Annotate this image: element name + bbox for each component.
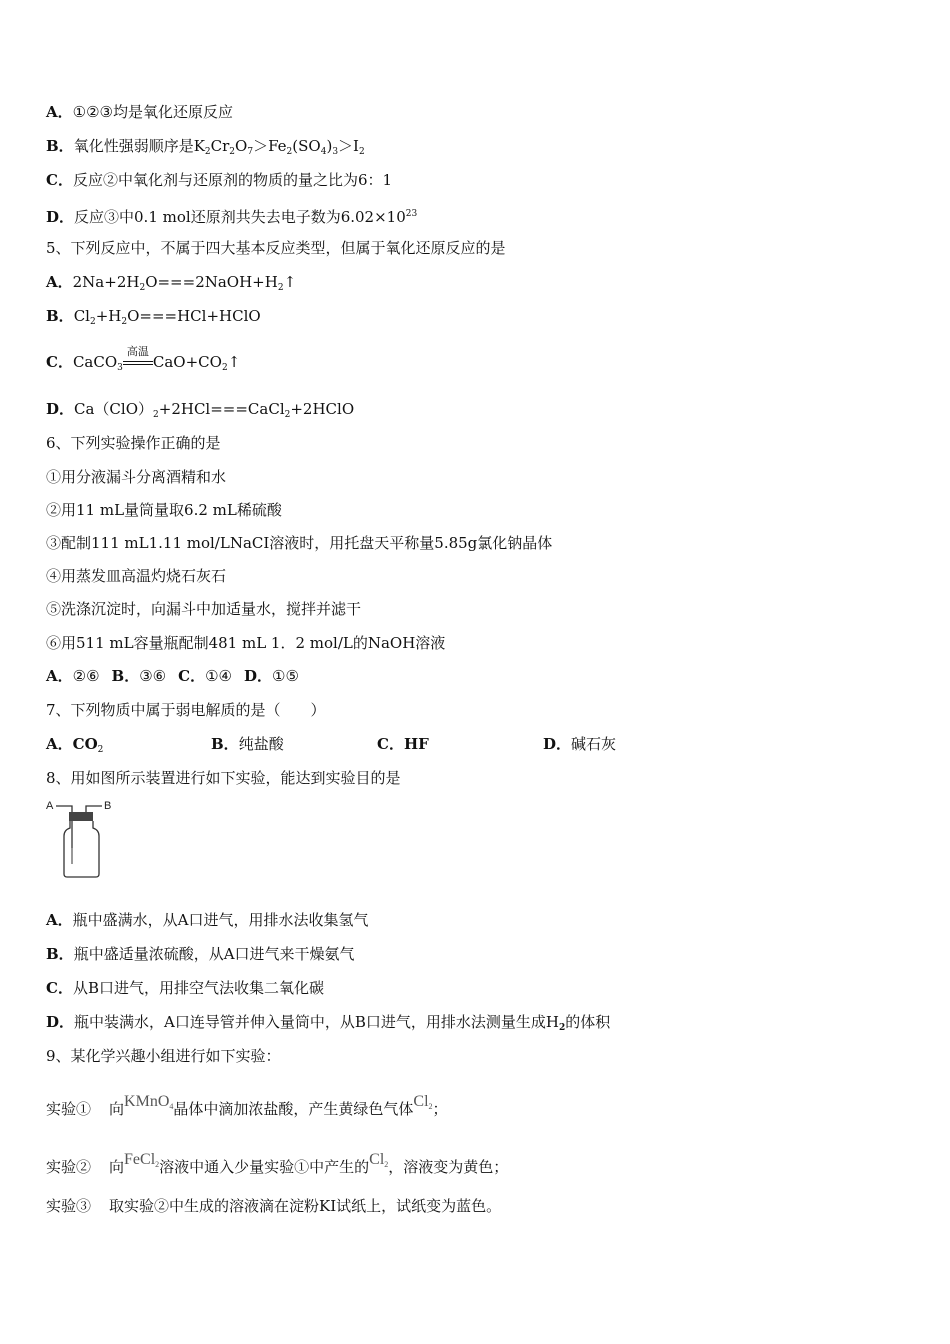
q9-stem: 9、某化学兴趣小组进行如下实验：	[46, 1047, 281, 1065]
q7-option-b: B．纯盐酸	[211, 735, 284, 753]
port-b-label: B	[104, 800, 112, 812]
q5-option-d: D．$Ca(ClO)_2+2HCl===CaCl_2+2HClO$	[46, 400, 355, 420]
q6-stem: 6、下列实验操作正确的是	[46, 434, 221, 452]
q7-option-d: D．碱石灰	[543, 735, 617, 753]
q7-option-a: A．$CO_2$	[46, 735, 104, 755]
q7-option-c: C．HF	[377, 735, 429, 753]
q6-item-6: ⑥用511 mL容量瓶配制481 mL 1．2 mol/L的NaOH溶液	[46, 634, 446, 652]
q8-stem: 8、用如图所示装置进行如下实验，能达到实验目的是	[46, 769, 401, 787]
q9-experiment-2: 实验② 向FeCl$_2$溶液中通入少量实验①中产生的$Cl_2$，溶液变为黄色；	[46, 1151, 509, 1176]
q7-stem: 7、下列物质中属于弱电解质的是（ ）	[46, 701, 326, 719]
q6-options: A．②⑥ B．③⑥ C．①④ D．①⑤	[46, 667, 299, 685]
q6-item-4: ④用蒸发皿高温灼烧石灰石	[46, 567, 227, 585]
q4-option-c: C．反应②中氧化剂与还原剂的物质的量之比为6：1	[46, 171, 393, 189]
q8-option-b: B．瓶中盛适量浓硫酸，从A口进气来干燥氨气	[46, 945, 355, 963]
bottle-body	[64, 821, 99, 877]
q5-stem: 5、下列反应中，不属于四大基本反应类型，但属于氧化还原反应的是	[46, 239, 506, 257]
q4-option-d: D．反应③中0.1 mol还原剂共失去电子数为$6.02\times 10^{23}$	[46, 208, 418, 226]
q5-option-c: C．CaCO$_3$ 高温 $CaO+CO_2↑$	[46, 345, 241, 373]
q4-option-b: B．氧化性强弱顺序是$K_2Cr_2O_7>Fe_2(SO_4)_3>I_2$	[46, 137, 365, 157]
q6-item-3: ③配制111 mL1.11 mol/LNaCI溶液时，用托盘天平称量5.85g氯化钠晶体	[46, 534, 553, 552]
q6-item-1: ①用分液漏斗分离酒精和水	[46, 468, 227, 486]
q8-option-d: D．瓶中装满水，A口连导管并伸入量筒中，从B口进气，用排水法测量生成$H_2$的体积	[46, 1013, 611, 1033]
gas-washing-bottle-figure	[44, 798, 120, 882]
stopper	[69, 812, 93, 821]
q4-option-a: A．①②③均是氧化还原反应	[46, 103, 233, 121]
q5-option-a: A．$2Na+2H_2O===2NaOH+H_2↑$	[46, 273, 297, 293]
reaction-condition-arrow: 高温	[123, 356, 153, 370]
q6-item-5: ⑤洗涤沉淀时，向漏斗中加适量水，搅拌并滤干	[46, 600, 362, 618]
q8-option-c: C．从B口进气，用排空气法收集二氧化碳	[46, 979, 324, 997]
q5-option-b: B．$Cl_2+H_2O===HCl+HClO$	[46, 307, 261, 327]
q9-experiment-1: 实验① 向KMnO$_4$晶体中滴加浓盐酸，产生黄绿色气体$Cl_2$；	[46, 1093, 448, 1118]
q6-item-2: ②用11 mL量筒量取6.2 mL稀硫酸	[46, 501, 282, 519]
q9-experiment-3: 实验③ 取实验②中生成的溶液滴在淀粉KI试纸上，试纸变为蓝色。	[46, 1197, 502, 1215]
port-a-label: A	[46, 800, 54, 812]
q8-option-a: A．瓶中盛满水，从A口进气，用排水法收集氢气	[46, 911, 369, 929]
